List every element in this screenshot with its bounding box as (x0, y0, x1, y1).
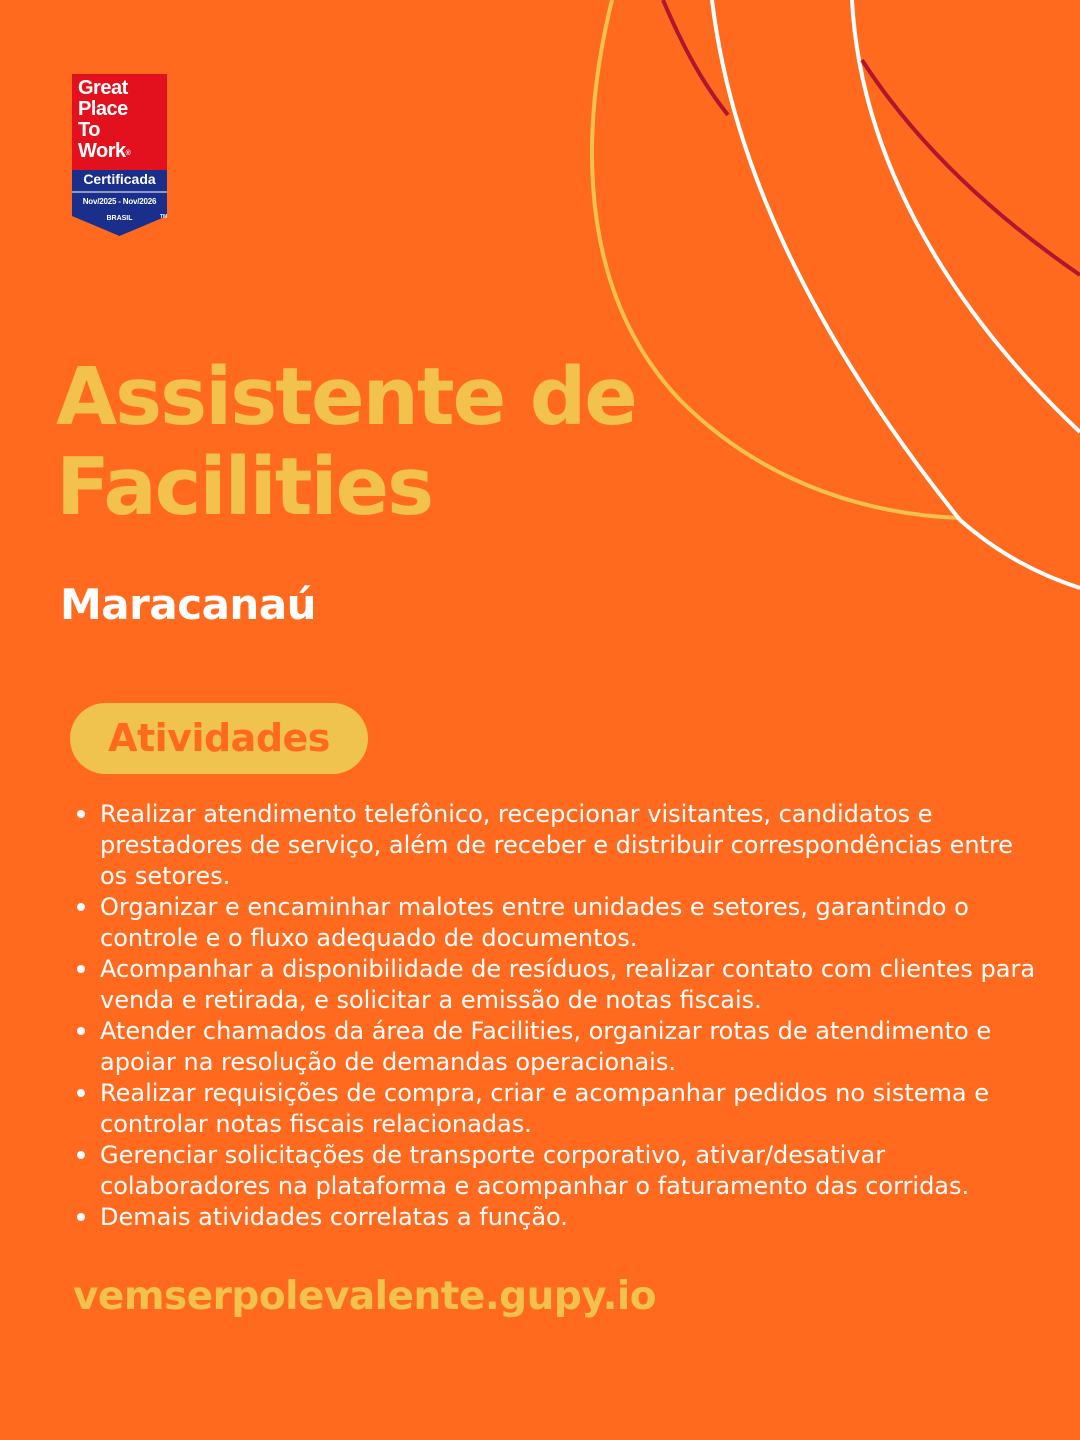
list-item (100, 1078, 1040, 1140)
bullet-icon (77, 1213, 85, 1221)
list-item-text: Organizar e encaminhar malotes entre unidades e setores, garantindo o controle e o fluxo adequado de documentos. (100, 893, 969, 952)
list-item-text: Realizar requisições de compra, criar e acompanhar pedidos no sistema e controlar notas fiscais relacionadas. (100, 1079, 989, 1138)
list-item (100, 954, 1040, 1016)
bullet-icon (77, 1089, 85, 1097)
list-item (100, 1140, 1040, 1202)
careers-site-url: vemserpolevalente.gupy.io (73, 1274, 657, 1319)
activities-list (100, 799, 1040, 1233)
badge-trademark: TM (160, 214, 168, 220)
list-item (100, 1016, 1040, 1078)
badge-period: Nov/2025 - Nov/2026 (82, 197, 157, 206)
activities-heading-pill: Atividades (70, 703, 368, 774)
great-place-to-work-badge (72, 74, 167, 236)
list-item (100, 799, 1040, 892)
badge-logo-text (78, 78, 164, 164)
bullet-icon (77, 1027, 85, 1035)
bullet-icon (77, 903, 85, 911)
job-title (56, 352, 676, 532)
badge-line-great: Great (78, 77, 128, 99)
badge-line-work (78, 141, 164, 164)
arc-dark-red-right (862, 60, 1080, 275)
arc-dark-red (663, 0, 728, 115)
badge-line-to: To (78, 119, 100, 141)
badge-line-place: Place (78, 98, 128, 120)
badge-registered-mark: ® (125, 150, 131, 157)
list-item-text: Gerenciar solicitações de transporte corporativo, ativar/desativar colaboradores na plataforma e acompanhar o faturamento das corridas. (100, 1141, 970, 1200)
job-title-line-2: Facilities (56, 441, 433, 533)
badge-work-word: Work (78, 140, 126, 162)
list-item-text: Realizar atendimento telefônico, recepcionar visitantes, candidatos e prestadores de serviço, além de receber e distribuir correspondências entre os setores. (100, 800, 1014, 890)
job-location: Maracanaú (60, 580, 317, 629)
bullet-icon (77, 965, 85, 973)
arc-white-inner (712, 0, 1080, 588)
badge-country: BRASIL (106, 215, 133, 222)
job-title-line-1: Assistente de (56, 351, 636, 443)
bullet-icon (77, 1151, 85, 1159)
badge-certified-label: Certificada (83, 171, 156, 187)
list-item-text: Atender chamados da área de Facilities, organizar rotas de atendimento e apoiar na resolução de demandas operacionais. (100, 1017, 992, 1076)
list-item (100, 892, 1040, 954)
list-item-text: Acompanhar a disponibilidade de resíduos, realizar contato com clientes para venda e retirada, e solicitar a emissão de notas fiscais. (100, 955, 1036, 1014)
arc-white-outer (852, 0, 1080, 432)
bullet-icon (77, 810, 85, 818)
list-item-text: Demais atividades correlatas a função. (100, 1203, 568, 1231)
list-item (100, 1202, 1040, 1233)
